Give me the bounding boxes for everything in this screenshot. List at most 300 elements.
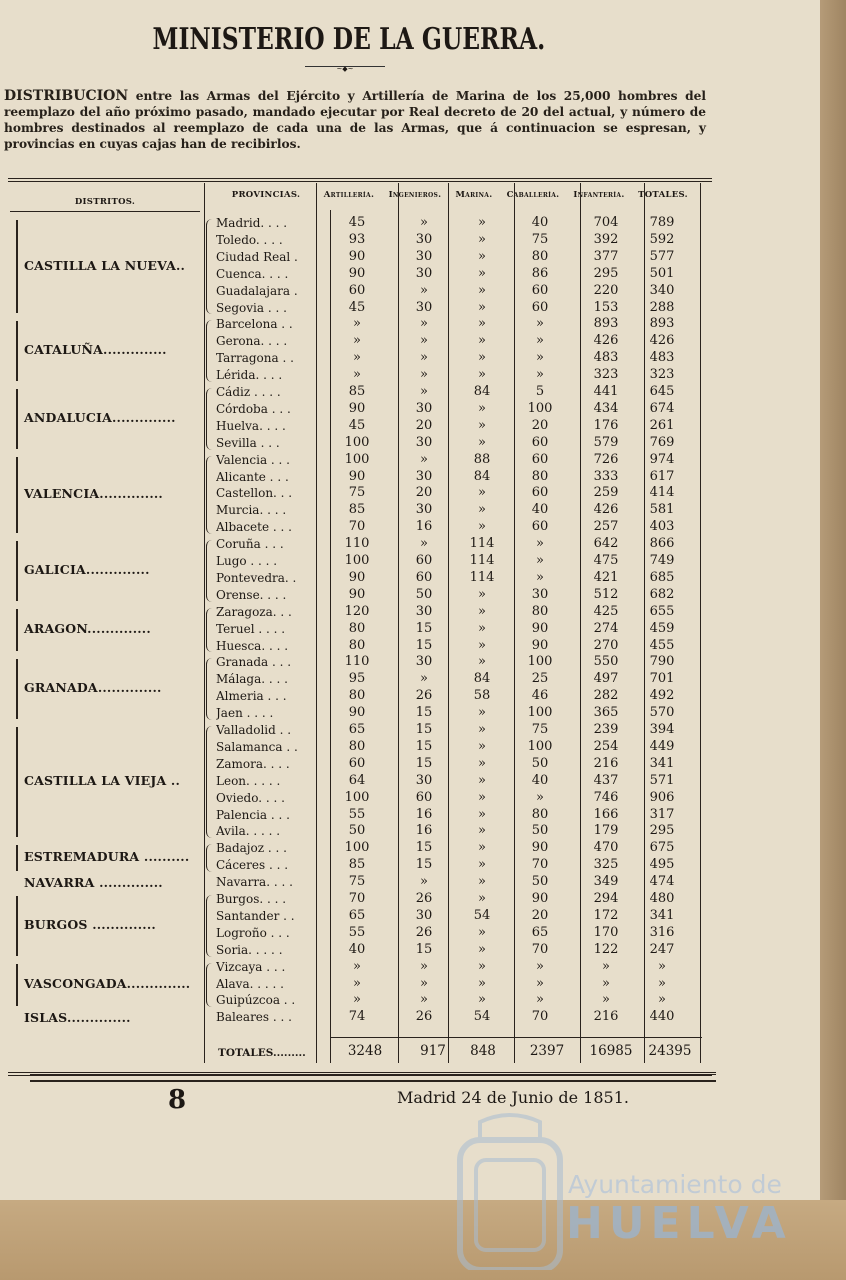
cell-caballeria: 80 [531,806,549,822]
province-brace [206,895,213,957]
district-label: CASTILLA LA VIEJA .. [24,773,181,789]
district-label: ARAGON.............. [24,621,151,637]
cell-artilleria: 90 [348,569,366,585]
cell-ingenieros: » [420,282,428,298]
cell-ingenieros: 16 [415,806,433,822]
cell-ingenieros: » [420,975,428,991]
cell-ingenieros: 30 [415,248,433,264]
cell-infanteria: 642 [593,536,619,552]
header-ingenieros: Ingenieros. [388,190,442,200]
cell-caballeria: 60 [531,434,549,450]
cell-ingenieros: 30 [415,265,433,281]
district-label: ANDALUCIA.............. [24,409,176,425]
cell-artilleria: 64 [348,772,366,788]
cell-infanteria: 704 [593,215,619,230]
cell-ingenieros: » [420,451,428,467]
cell-ingenieros: » [420,316,428,332]
cell-caballeria: 50 [531,755,549,771]
cell-infanteria: 426 [593,333,619,349]
cell-ingenieros: » [420,958,428,974]
cell-marina: » [478,417,486,433]
cell-caballeria: 100 [527,705,553,721]
cell-ingenieros: » [420,333,428,349]
cell-infanteria: 153 [593,299,619,315]
cell-marina: » [478,705,486,721]
cell-artilleria: 85 [348,384,366,399]
cell-caballeria: 100 [527,654,553,670]
province-name: Orense. . . . [216,587,287,602]
province-name: Córdoba . . . [216,401,291,416]
cell-caballeria: 46 [531,688,549,704]
cell-ingenieros: 30 [415,468,433,484]
district-bracket [16,457,23,534]
cell-ingenieros: » [420,367,428,383]
province-name: Castellon. . . [216,486,293,501]
page-number: 8 [168,1085,187,1115]
cell-marina: » [478,654,486,670]
cell-marina: » [478,502,486,518]
cell-caballeria: 60 [531,299,549,315]
cell-infanteria: 726 [593,451,619,467]
cell-artilleria: 50 [348,823,366,839]
province-name: Cádiz . . . . [216,385,281,399]
cell-infanteria: 512 [593,586,619,602]
province-brace [206,963,213,1008]
cell-caballeria: 70 [531,941,549,957]
cell-marina: » [478,840,486,856]
total-ingenieros: 917 [420,1043,446,1059]
cell-totales: » [658,975,666,991]
cell-marina: » [478,248,486,264]
province-brace [206,219,213,314]
cell-caballeria: 60 [531,519,549,535]
cell-artilleria: 60 [348,282,366,298]
cell-artilleria: 100 [344,840,370,856]
cell-totales: 645 [649,384,675,399]
cell-caballeria: » [536,350,544,366]
cell-artilleria: 90 [348,586,366,602]
cell-totales: 749 [649,553,675,568]
province-name: Granada . . . [216,655,292,670]
cell-artilleria: 70 [348,519,366,535]
province-name: Huesca. . . . [216,638,289,653]
cell-infanteria: 170 [593,924,619,940]
cell-infanteria: 323 [593,367,619,383]
province-name: Almeria . . . [216,689,287,704]
cell-marina: 58 [473,688,491,704]
province-name: Salamanca . . [216,739,298,754]
cell-infanteria: 239 [593,722,619,737]
province-name: Cáceres . . . [216,858,289,873]
cell-totales: 974 [649,451,675,467]
cell-marina: » [478,958,486,974]
cell-ingenieros: » [420,992,428,1008]
cell-marina: » [478,941,486,957]
province-name: Badajoz . . . [216,841,287,856]
cell-totales: 426 [649,333,675,349]
cell-totales: 480 [649,891,675,906]
cell-artilleria: 90 [348,468,366,484]
cell-artilleria: 70 [348,891,366,906]
province-name: Palencia . . . [216,807,290,822]
cell-infanteria: 441 [593,384,619,399]
province-brace [206,320,213,382]
cell-totales: 577 [649,248,675,264]
watermark-line2: HUELVA [566,1198,792,1249]
page-edge-right [820,0,846,1280]
cell-infanteria: 893 [593,316,619,332]
header-infanteria: Infantería. [573,190,625,200]
watermark-line1: Ayuntamiento de [568,1170,782,1199]
header-districts: DISTRITOS. [74,197,136,207]
cell-caballeria: » [536,553,544,568]
cell-infanteria: 325 [593,857,619,873]
cell-artilleria: 90 [348,705,366,721]
district-label: ISLAS.............. [24,1009,131,1025]
cell-totales: » [658,992,666,1008]
cell-totales: » [658,958,666,974]
district-bracket [16,659,23,719]
cell-artilleria: » [353,316,361,332]
province-brace [206,844,213,872]
header-totales: TOTALES. [638,190,688,200]
province-name: Logroño . . . [216,925,290,940]
header-underline [10,211,200,212]
cell-infanteria: 176 [593,417,619,433]
total-infanteria: 16985 [589,1043,633,1059]
cell-artilleria: 90 [348,248,366,264]
province-brace [206,726,213,838]
cell-caballeria: » [536,992,544,1008]
cell-artilleria: » [353,992,361,1008]
cell-artilleria: 45 [348,299,366,315]
province-name: Pontevedra. . [216,570,297,585]
cell-totales: 459 [649,620,675,636]
cell-totales: 247 [649,941,675,957]
cell-totales: 341 [649,755,675,771]
cell-artilleria: 55 [348,806,366,822]
cell-infanteria: 470 [593,840,619,856]
cell-totales: 592 [649,231,675,247]
cell-caballeria: 80 [531,603,549,619]
cell-ingenieros: 15 [415,620,433,636]
cell-artilleria: 75 [348,485,366,501]
date-line: Madrid 24 de Junio de 1851. [397,1088,629,1107]
cell-ingenieros: » [420,215,428,230]
cell-caballeria: 80 [531,468,549,484]
cell-infanteria: 425 [593,603,619,619]
cell-marina: 54 [473,907,491,923]
cell-artilleria: 100 [344,434,370,450]
cell-ingenieros: 20 [415,417,433,433]
cell-ingenieros: 16 [415,519,433,535]
province-name: Vizcaya . . . [216,959,286,974]
cell-marina: » [478,519,486,535]
province-name: Sevilla . . . [216,435,280,450]
cell-marina: » [478,874,486,890]
province-name: Teruel . . . . [216,621,286,636]
cell-infanteria: » [602,992,610,1008]
cell-totales: 571 [649,772,675,788]
intro-lead: DISTRIBUCION [4,88,129,104]
cell-infanteria: » [602,975,610,991]
cell-marina: 84 [473,384,491,399]
district-label: CASTILLA LA NUEVA.. [24,257,186,273]
cell-caballeria: 60 [531,282,549,298]
cell-totales: 492 [649,688,675,704]
cell-infanteria: 746 [593,789,619,805]
cell-marina: » [478,350,486,366]
cell-infanteria: 579 [593,434,619,450]
cell-infanteria: 172 [593,907,619,923]
cell-infanteria: 550 [593,654,619,670]
cell-totales: 483 [649,350,675,366]
cell-ingenieros: 15 [415,857,433,873]
cell-marina: 88 [473,451,491,467]
cell-infanteria: 220 [593,282,619,298]
cell-caballeria: 40 [531,215,549,230]
cell-totales: 403 [649,519,675,535]
cell-infanteria: 475 [593,553,619,568]
cell-caballeria: » [536,536,544,552]
cell-caballeria: 70 [531,1009,549,1025]
cell-caballeria: 86 [531,265,549,281]
cell-totales: 474 [649,874,675,890]
cell-caballeria: 40 [531,502,549,518]
cell-caballeria: 20 [531,907,549,923]
cell-ingenieros: 20 [415,485,433,501]
province-name: Ciudad Real . [216,249,298,264]
cell-totales: 288 [649,299,675,315]
cell-totales: 789 [649,215,675,230]
cell-artilleria: 85 [348,857,366,873]
total-totales: 24395 [648,1043,692,1059]
cell-ingenieros: 30 [415,907,433,923]
cell-artilleria: » [353,367,361,383]
province-name: Málaga. . . . [216,672,288,687]
cell-totales: 675 [649,840,675,856]
cell-artilleria: 55 [348,924,366,940]
cell-totales: 866 [649,536,675,552]
cell-artilleria: » [353,975,361,991]
column-divider [204,183,205,1063]
province-name: Madrid. . . . [216,216,288,230]
cell-caballeria: 20 [531,417,549,433]
header-artilleria: Artillería. [323,190,375,200]
cell-marina: » [478,755,486,771]
cell-infanteria: 434 [593,400,619,416]
district-bracket [16,220,23,313]
cell-artilleria: 80 [348,688,366,704]
cell-artilleria: 60 [348,755,366,771]
cell-caballeria: » [536,316,544,332]
district-label: NAVARRA .............. [24,874,163,890]
cell-marina: » [478,637,486,653]
cell-ingenieros: 26 [415,891,433,906]
province-name: Coruña . . . [216,537,284,552]
totals-label: TOTALES......... [218,1047,306,1059]
cell-infanteria: 282 [593,688,619,704]
province-name: Lugo . . . . [216,554,278,568]
cell-infanteria: 294 [593,891,619,906]
cell-artilleria: 90 [348,400,366,416]
cell-artilleria: 93 [348,231,366,247]
cell-ingenieros: 16 [415,823,433,839]
province-name: Alava. . . . . [216,976,284,991]
cell-caballeria: 60 [531,485,549,501]
cell-caballeria: 100 [527,400,553,416]
cell-marina: » [478,333,486,349]
total-caballeria: 2397 [529,1043,565,1059]
cell-artilleria: 85 [348,502,366,518]
cell-marina: » [478,992,486,1008]
province-name: Barcelona . . [216,317,293,332]
cell-infanteria: 333 [593,468,619,484]
cell-ingenieros: 30 [415,299,433,315]
cell-marina: » [478,316,486,332]
cell-marina: » [478,603,486,619]
cell-artilleria: 40 [348,941,366,957]
cell-ingenieros: 30 [415,772,433,788]
cell-caballeria: 50 [531,874,549,890]
cell-marina: » [478,367,486,383]
province-name: Murcia. . . . [216,503,287,518]
cell-ingenieros: 30 [415,502,433,518]
cell-totales: 685 [649,569,675,585]
cell-caballeria: 60 [531,451,549,467]
district-bracket [16,896,23,956]
cell-ingenieros: 30 [415,603,433,619]
cell-totales: 769 [649,434,675,450]
cell-ingenieros: » [420,384,428,399]
district-bracket [16,964,23,1007]
cell-ingenieros: 15 [415,755,433,771]
cell-artilleria: 100 [344,553,370,568]
cell-infanteria: 365 [593,705,619,721]
cell-infanteria: 259 [593,485,619,501]
district-label: GRANADA.............. [24,680,162,696]
province-name: Zamora. . . . [216,756,290,771]
cell-artilleria: 120 [344,603,370,619]
cell-caballeria: 75 [531,231,549,247]
cell-totales: 414 [649,485,675,501]
cell-ingenieros: 15 [415,941,433,957]
cell-marina: » [478,265,486,281]
cell-totales: 701 [649,671,675,687]
intro-text: entre las Armas del Ejército y Artillería de Marina de los 25,000 hombres del reemplazo del año próximo pasado, mandado ejecutar por Real decreto de 20 del actual, y número de hombres destinados al reemplazo de cada una de las Armas, que á continuacion se espresan, y provincias en cuyas cajas han de recibirlos. [4,89,706,151]
cell-marina: 114 [469,569,495,585]
cell-marina: » [478,586,486,602]
cell-infanteria: 270 [593,637,619,653]
cell-caballeria: 100 [527,738,553,754]
cell-totales: 655 [649,603,675,619]
cell-totales: 341 [649,907,675,923]
province-name: Guadalajara . [216,283,298,298]
province-name: Guipúzcoa . . [216,993,296,1008]
cell-artilleria: » [353,350,361,366]
cell-ingenieros: 15 [415,722,433,737]
cell-totales: 323 [649,367,675,383]
cell-totales: 261 [649,417,675,433]
province-name: Zaragoza. . . [216,604,292,619]
cell-ingenieros: 60 [415,789,433,805]
province-name: Avila. . . . . [216,824,281,839]
cell-totales: 316 [649,924,675,940]
cell-ingenieros: 30 [415,434,433,450]
cell-artilleria: » [353,333,361,349]
district-label: VALENCIA.............. [24,485,163,501]
cell-caballeria: 65 [531,924,549,940]
province-name: Toledo. . . . [216,232,283,247]
cell-totales: 440 [649,1009,675,1025]
cell-totales: 317 [649,806,675,822]
province-name: Lérida. . . . [216,368,283,383]
cell-ingenieros: 30 [415,400,433,416]
cell-artilleria: 80 [348,637,366,653]
cell-marina: 114 [469,553,495,568]
cell-marina: 114 [469,536,495,552]
cell-infanteria: 421 [593,569,619,585]
cell-artilleria: 80 [348,620,366,636]
cell-marina: » [478,789,486,805]
cell-artilleria: 110 [344,536,370,552]
cell-marina: » [478,299,486,315]
title-ornament: ~◆~ [305,66,385,73]
province-name: Leon. . . . . [216,773,281,788]
cell-caballeria: 25 [531,671,549,687]
cell-totales: 455 [649,637,675,653]
cell-artilleria: 80 [348,738,366,754]
cell-marina: » [478,891,486,906]
province-name: Navarra. . . . [216,875,293,890]
cell-artilleria: » [353,958,361,974]
province-name: Gerona. . . . [216,334,288,349]
province-name: Burgos. . . . [216,892,287,906]
cell-totales: 495 [649,857,675,873]
cell-caballeria: 90 [531,891,549,906]
cell-marina: » [478,975,486,991]
cell-caballeria: 5 [535,384,545,399]
cell-infanteria: 377 [593,248,619,264]
cell-infanteria: 216 [593,1009,619,1025]
cell-ingenieros: 50 [415,586,433,602]
cell-ingenieros: » [420,536,428,552]
cell-totales: 449 [649,738,675,754]
cell-totales: 893 [649,316,675,332]
cell-ingenieros: 26 [415,688,433,704]
column-divider [700,183,701,1063]
district-label: VASCONGADA.............. [24,975,191,991]
cell-ingenieros: 30 [415,654,433,670]
cell-totales: 790 [649,654,675,670]
header-marina: Marina. [455,190,493,200]
cell-infanteria: 483 [593,350,619,366]
cell-artilleria: 65 [348,722,366,737]
cell-infanteria: 349 [593,874,619,890]
cell-totales: 581 [649,502,675,518]
cell-ingenieros: 15 [415,705,433,721]
cell-caballeria: 90 [531,840,549,856]
cell-artilleria: 110 [344,654,370,670]
cell-marina: » [478,772,486,788]
cell-artilleria: 95 [348,671,366,687]
cell-artilleria: 74 [348,1009,366,1025]
district-bracket [16,845,23,871]
cell-artilleria: 100 [344,451,370,467]
cell-totales: 295 [649,823,675,839]
footer-rule [30,1072,716,1082]
cell-infanteria: 295 [593,265,619,281]
